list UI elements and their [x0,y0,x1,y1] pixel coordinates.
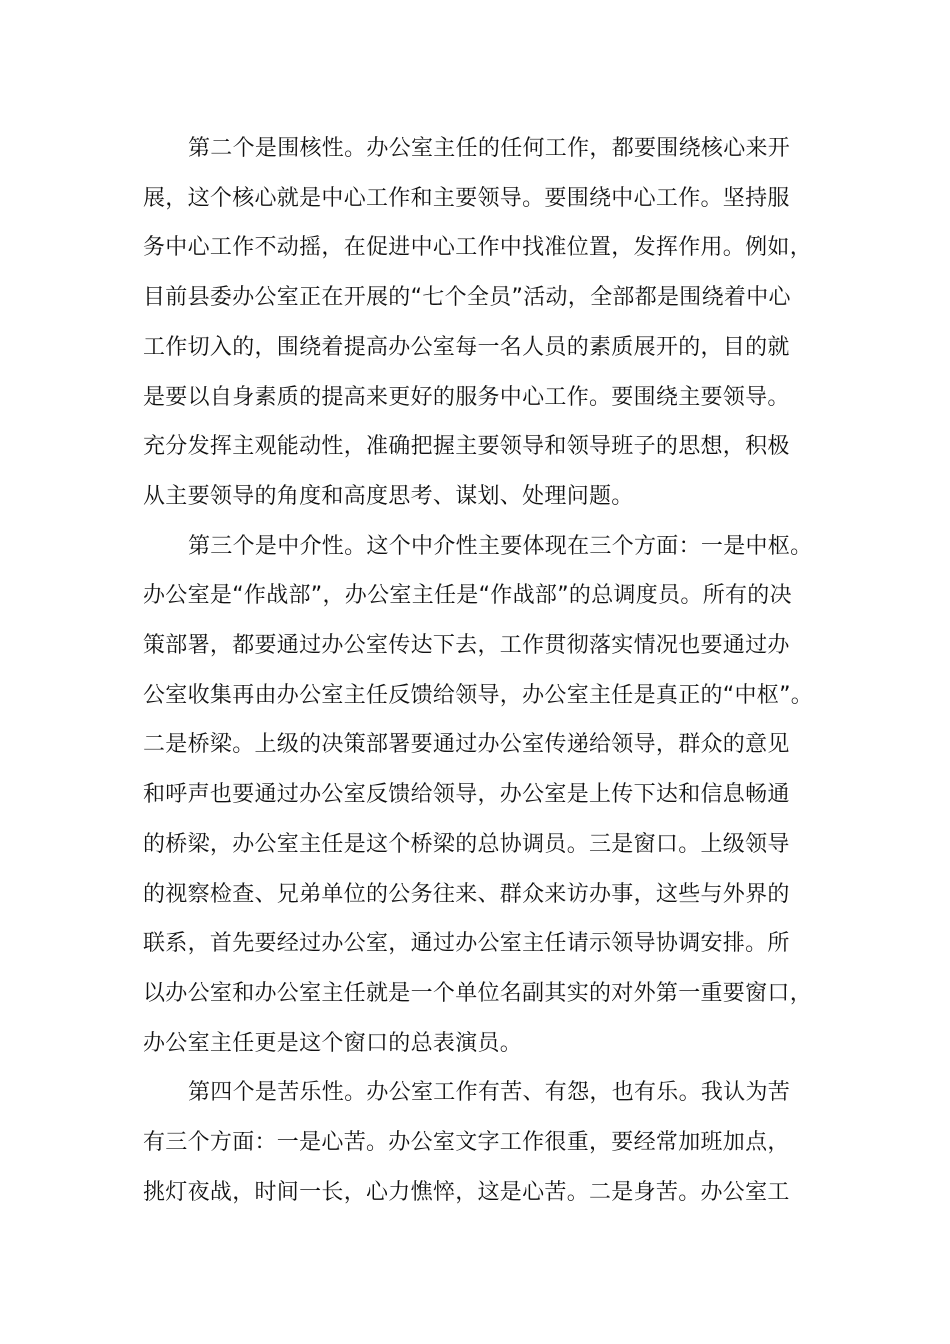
paragraph-line: 目前县委办公室正在开展的“七个全员”活动，全部都是围绕着中心 [143,285,791,311]
paragraph-line: 是要以自身素质的提高来更好的服务中心工作。要围绕主要领导。 [143,384,790,410]
paragraph-line: 办公室是“作战部”，办公室主任是“作战部”的总调度员。所有的决 [143,583,792,609]
paragraph-line: 有三个方面：一是心苦。办公室文字工作很重，要经常加班加点， [143,1130,790,1156]
paragraph-line: 第四个是苦乐性。办公室工作有苦、有怨，也有乐。我认为苦 [188,1080,791,1106]
paragraph-line: 务中心工作不动摇，在促进中心工作中找准位置，发挥作用。例如， [143,235,813,261]
document-body [143,124,813,1217]
paragraph-line: 策部署，都要通过办公室传达下去，工作贯彻落实情况也要通过办 [143,633,790,659]
paragraph-line: 的桥梁，办公室主任是这个桥梁的总协调员。三是窗口。上级领导 [143,831,790,857]
paragraph-line: 展，这个核心就是中心工作和主要领导。要围绕中心工作。坚持服 [143,185,790,211]
paragraph-line: 充分发挥主观能动性，准确把握主要领导和领导班子的思想，积极 [143,434,790,460]
paragraph-line: 的视察检查、兄弟单位的公务往来、群众来访办事，这些与外界的 [143,881,790,907]
paragraph-line: 以办公室和办公室主任就是一个单位名副其实的对外第一重要窗口， [143,980,813,1006]
paragraph-line: 和呼声也要通过办公室反馈给领导，办公室是上传下达和信息畅通 [143,782,790,808]
paragraph-line: 公室收集再由办公室主任反馈给领导，办公室主任是真正的“中枢”。 [143,682,814,708]
paragraph-line: 联系，首先要经过办公室，通过办公室主任请示领导协调安排。所 [143,931,790,957]
paragraph-line: 从主要领导的角度和高度思考、谋划、处理问题。 [143,483,634,509]
paragraph-line: 第二个是围核性。办公室主任的任何工作，都要围绕核心来开 [188,136,791,161]
paragraph-line: 办公室主任更是这个窗口的总表演员。 [143,1030,523,1056]
paragraph-line: 二是桥梁。上级的决策部署要通过办公室传递给领导，群众的意见 [143,732,790,758]
paragraph-line: 挑灯夜战，时间一长，心力憔悴，这是心苦。二是身苦。办公室工 [143,1179,790,1205]
paragraph-line: 第三个是中介性。这个中介性主要体现在三个方面：一是中枢。 [188,533,813,559]
paragraph-line: 工作切入的，围绕着提高办公室每一名人员的素质展开的，目的就 [143,334,790,360]
